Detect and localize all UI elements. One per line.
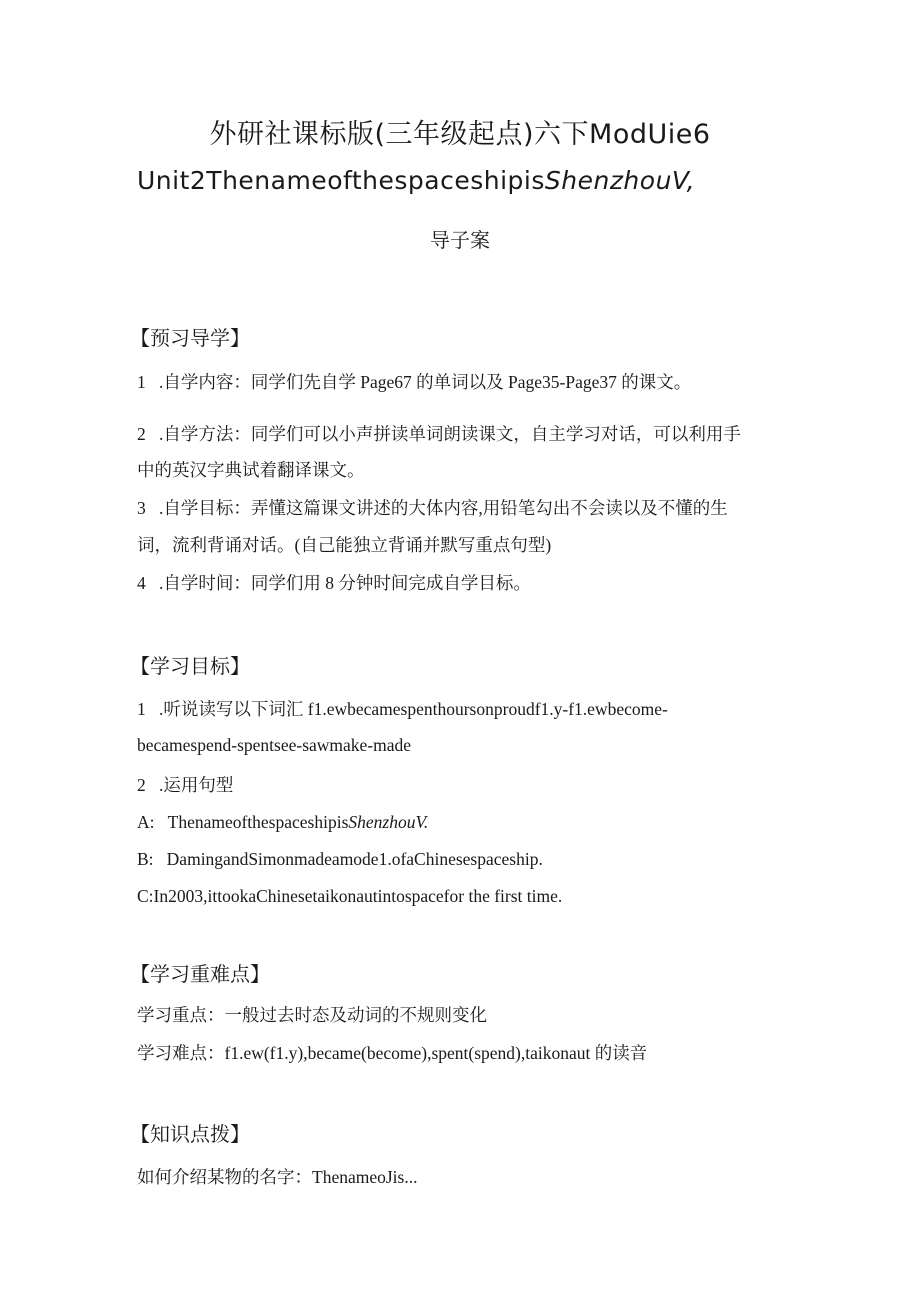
preview-item-3-cont: 词，流利背诵对话。(自己能独立背诵并默写重点句型): [137, 535, 552, 555]
item-text: .听说读写以下词汇 f1.ewbecamespenthoursonproudf1.y-f1.ewbecome-: [159, 699, 668, 719]
item-number: 1: [137, 372, 146, 392]
item-number: 2: [137, 424, 146, 444]
subtitle-italic: ShenzhouV,: [544, 166, 696, 195]
sentence-text: Thenameofthespaceshipis: [167, 812, 349, 832]
goals-item-2: [137, 772, 233, 797]
goals-heading: 【学习目标】: [130, 654, 250, 678]
knowledge-line-1: 如何介绍某物的名字：ThenameoJis...: [137, 1167, 418, 1187]
item-number: 2: [137, 775, 146, 795]
sentence-a: [137, 812, 428, 833]
sentence-text: DamingandSimonmadeamode1.ofaChinesespaceship.: [166, 849, 543, 869]
goals-item-1-cont: becamespend-spentsee-sawmake-made: [137, 735, 412, 755]
subtitle-main: Unit2Thenameofthespaceshipis: [137, 166, 545, 195]
keypoints-heading: 【学习重难点】: [130, 962, 270, 986]
keypoints-difficulty: 学习难点：f1.ew(f1.y),became(become),spent(spend),taikonaut 的读音: [137, 1043, 648, 1063]
document-subtitle: [137, 166, 695, 195]
item-text: .运用句型: [159, 775, 234, 795]
knowledge-heading: 【知识点拨】: [130, 1122, 250, 1146]
guide-label: 导子案: [430, 228, 490, 252]
item-number: 4: [137, 573, 146, 593]
item-number: 3: [137, 498, 146, 518]
sentence-italic: ShenzhouV.: [348, 812, 429, 832]
document-title: 外研社课标版(三年级起点)六下ModUie6: [209, 119, 711, 150]
sentence-b: [137, 849, 543, 870]
preview-item-2-cont: 中的英汉字典试着翻译课文。: [137, 460, 365, 480]
goals-item-1: [137, 696, 668, 721]
preview-heading: 【预习导学】: [130, 326, 250, 350]
sentence-c: C:In2003,ittookaChinesetaikonautintospacefor the first time.: [137, 886, 563, 906]
item-text: .自学时间：同学们用 8 分钟时间完成自学目标。: [159, 573, 531, 593]
preview-item-4: [137, 570, 531, 595]
preview-item-2: [137, 421, 741, 446]
sentence-label: B:: [137, 849, 154, 869]
preview-item-1: [137, 369, 691, 394]
preview-item-3: [137, 495, 728, 520]
item-number: 1: [137, 699, 146, 719]
keypoints-focus: 学习重点：一般过去时态及动词的不规则变化: [137, 1005, 487, 1025]
item-text: .自学方法：同学们可以小声拼读单词朗读课文，自主学习对话，可以利用手: [159, 424, 741, 444]
item-text: .自学内容：同学们先自学 Page67 的单词以及 Page35-Page37 的课文。: [159, 372, 692, 392]
item-text: .自学目标：弄懂这篇课文讲述的大体内容,用铅笔勾出不会读以及不懂的生: [159, 498, 728, 518]
sentence-label: A:: [137, 812, 155, 832]
